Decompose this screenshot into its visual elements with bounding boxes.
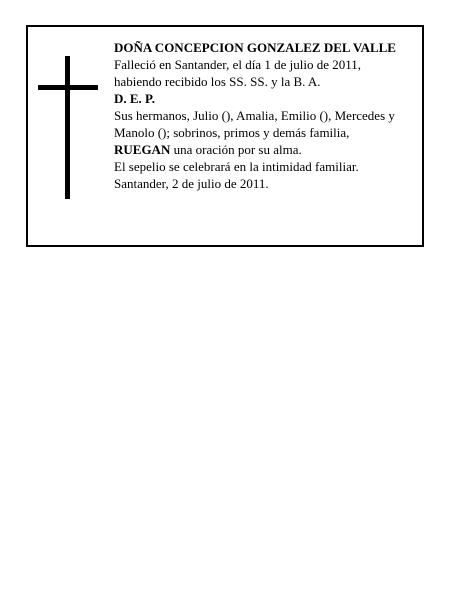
cross-horizontal-bar bbox=[38, 85, 98, 90]
death-line-1: Falleció en Santander, el día 1 de julio de 2011, bbox=[114, 57, 362, 72]
cross-icon bbox=[38, 56, 98, 199]
burial-line: El sepelio se celebrará en la intimidad familiar. bbox=[114, 159, 359, 174]
ruegan-line bbox=[114, 141, 420, 158]
notice-text bbox=[114, 39, 420, 192]
ruegan-word: RUEGAN bbox=[114, 142, 171, 157]
ruegan-rest: una oración por su alma. bbox=[170, 142, 302, 157]
obituary-notice bbox=[26, 25, 424, 247]
place-date-line: Santander, 2 de julio de 2011. bbox=[114, 176, 269, 191]
deceased-name: DOÑA CONCEPCION GONZALEZ DEL VALLE bbox=[114, 40, 396, 55]
rip-line: D. E. P. bbox=[114, 91, 156, 106]
cross-vertical-bar bbox=[65, 56, 70, 199]
family-line-1: Sus hermanos, Julio (), Amalia, Emilio (), Mercedes y bbox=[114, 108, 395, 123]
death-line-2: habiendo recibido los SS. SS. y la B. A. bbox=[114, 74, 321, 89]
family-line-2: Manolo (); sobrinos, primos y demás familia, bbox=[114, 125, 350, 140]
